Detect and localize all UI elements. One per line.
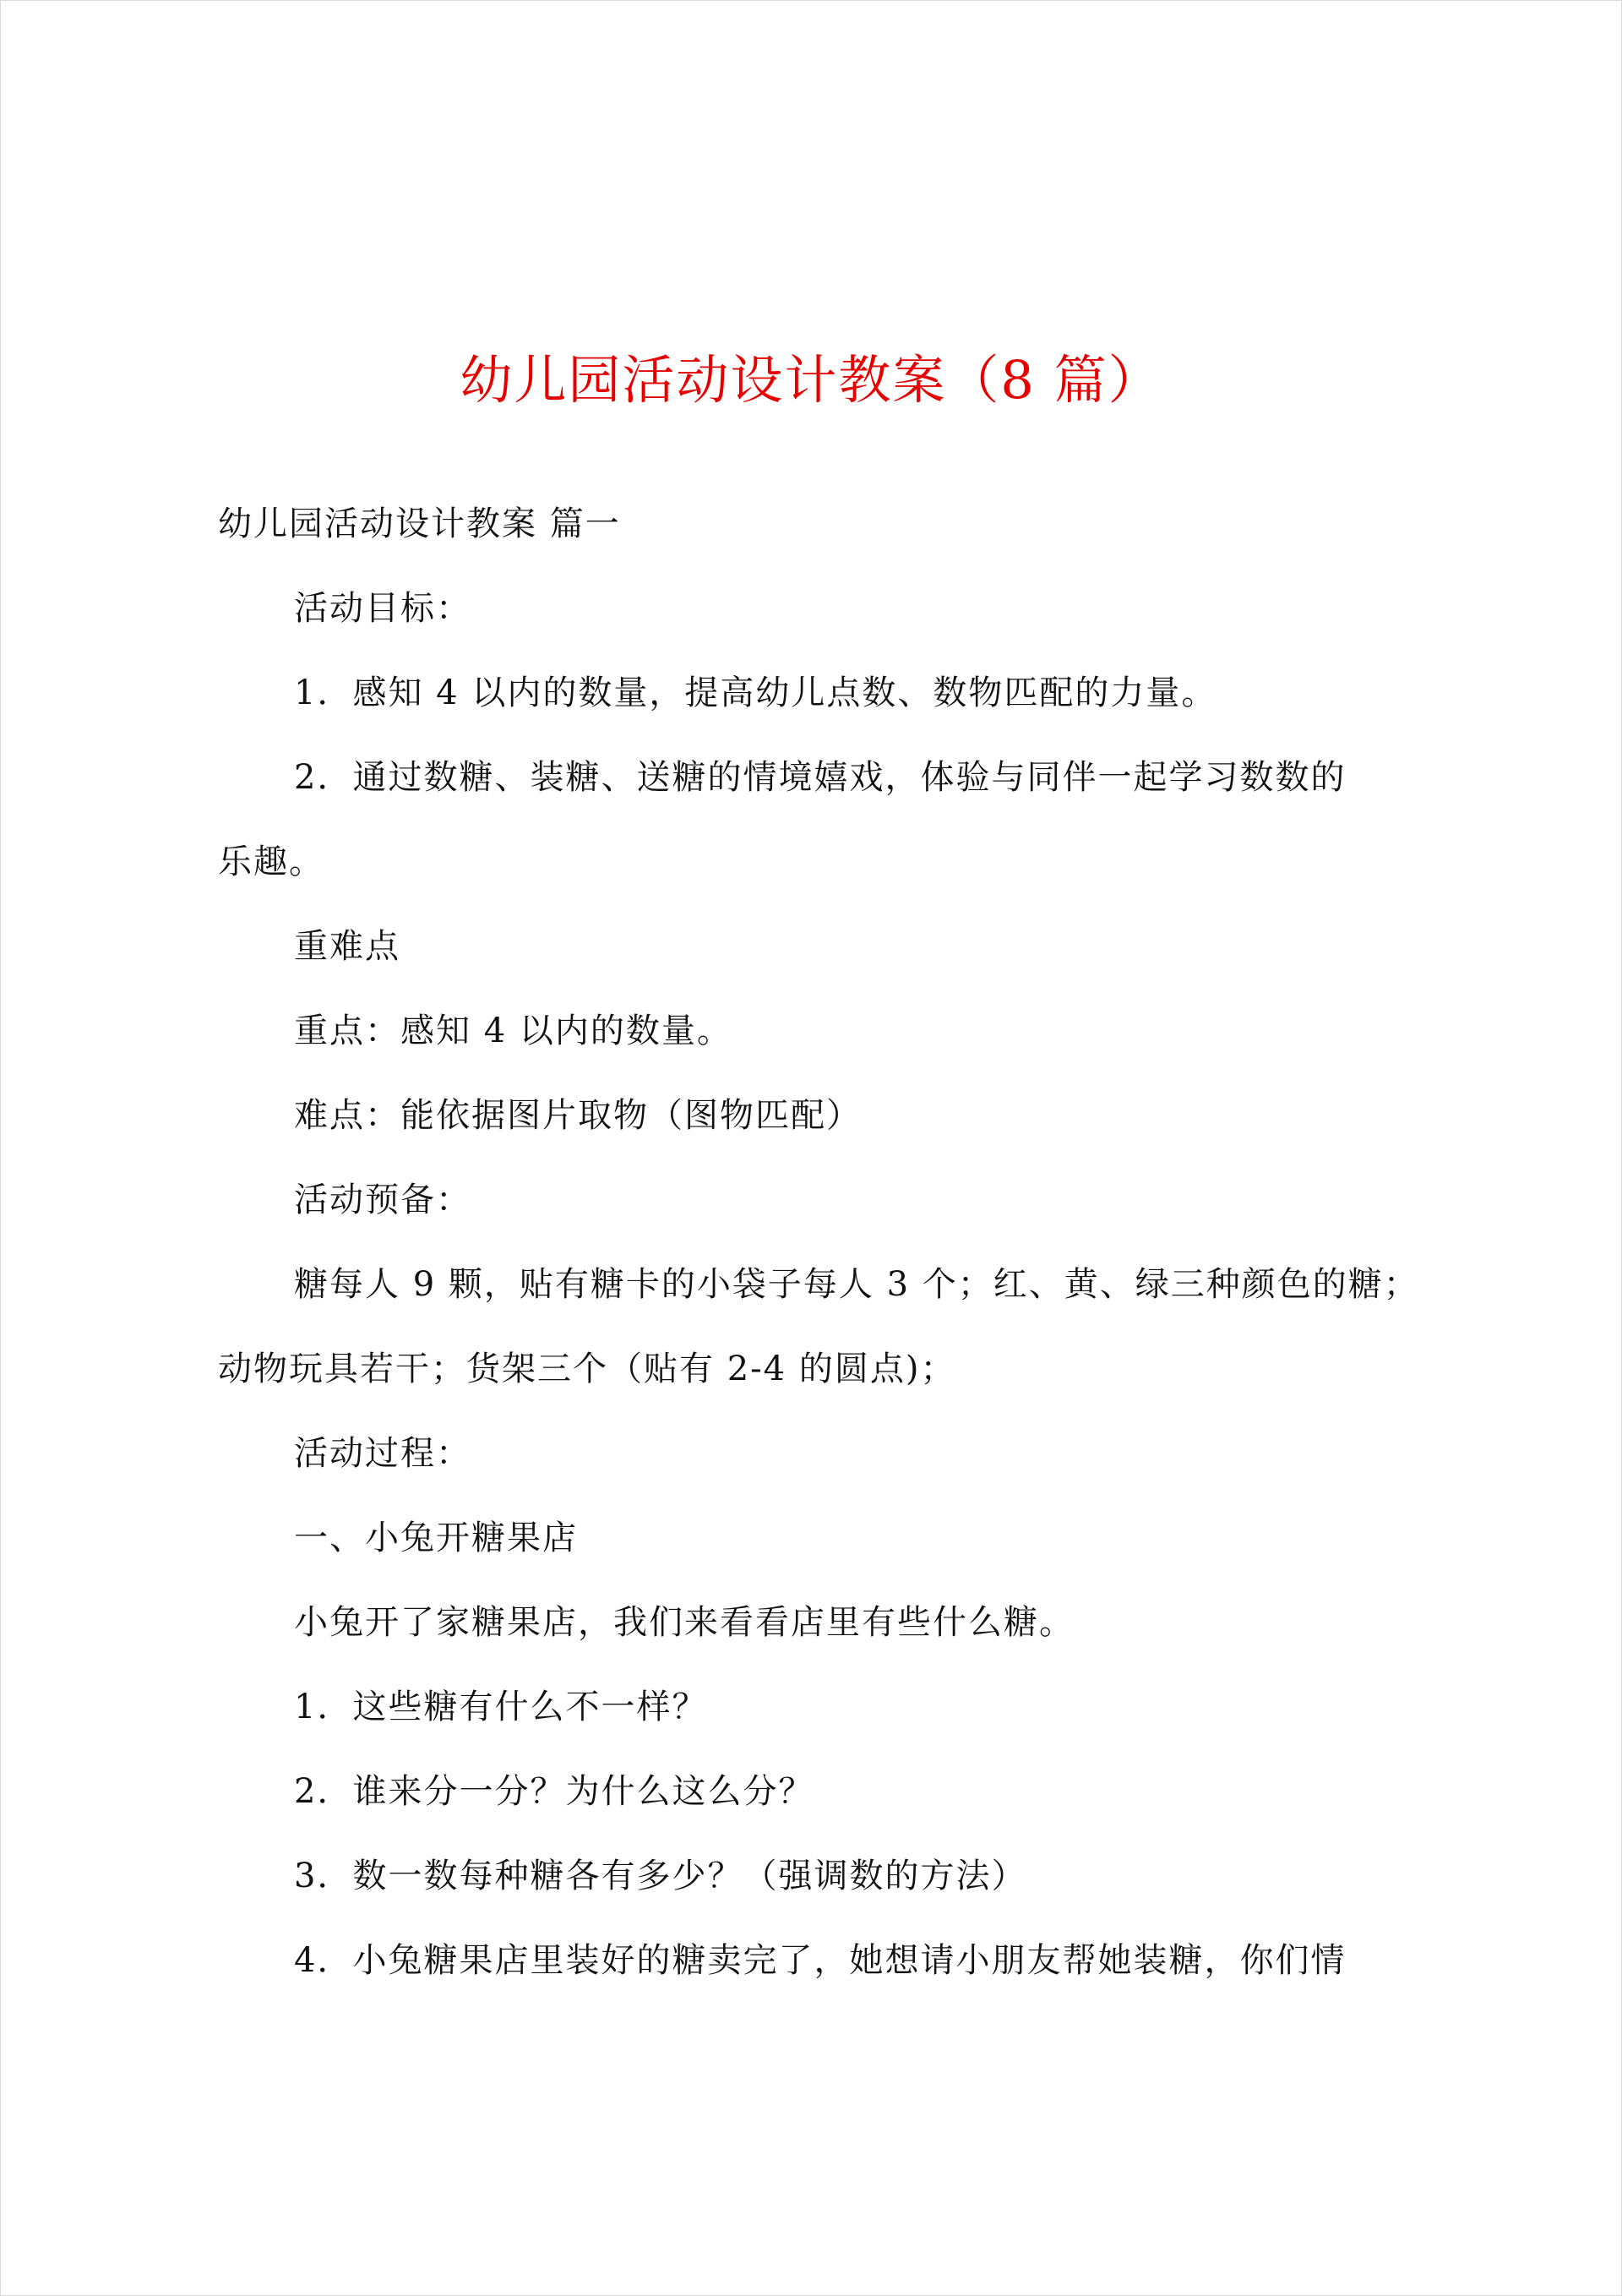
paragraph: 重点：感知 4 以内的数量。	[294, 1012, 732, 1050]
paragraph: 重难点	[294, 927, 400, 966]
section-heading: 幼儿园活动设计教案 篇一	[218, 504, 621, 543]
paragraph: 小兔开了家糖果店，我们来看看店里有些什么糖。	[294, 1603, 1075, 1642]
paragraph: 2．通过数糖、装糖、送糖的情境嬉戏，体验与同伴一起学习数数的	[294, 758, 1347, 797]
paragraph: 一、小兔开糖果店	[294, 1519, 578, 1557]
paragraph: 乐趣。	[218, 843, 324, 881]
paragraph: 活动目标：	[294, 589, 471, 628]
paragraph: 动物玩具若干；货架三个（贴有 2-4 的圆点)；	[218, 1350, 956, 1388]
document-title: 幼儿园活动设计教案（8 篇）	[460, 349, 1162, 411]
paragraph: 活动过程：	[294, 1434, 471, 1473]
paragraph: 2．谁来分一分？为什么这么分？	[294, 1772, 814, 1811]
paragraph: 活动预备：	[294, 1181, 471, 1219]
paragraph: 糖每人 9 颗，贴有糖卡的小袋子每人 3 个；红、黄、绿三种颜色的糖；	[294, 1265, 1419, 1304]
paragraph: 3．数一数每种糖各有多少？（强调数的方法）	[294, 1857, 1027, 1895]
paragraph: 难点：能依据图片取物（图物匹配）	[294, 1096, 862, 1135]
paragraph: 1．这些糖有什么不一样？	[294, 1688, 708, 1726]
paragraph: 4．小兔糖果店里装好的糖卖完了，她想请小朋友帮她装糖，你们情	[294, 1941, 1347, 1980]
paragraph: 1．感知 4 以内的数量，提高幼儿点数、数物匹配的力量。	[294, 674, 1217, 712]
